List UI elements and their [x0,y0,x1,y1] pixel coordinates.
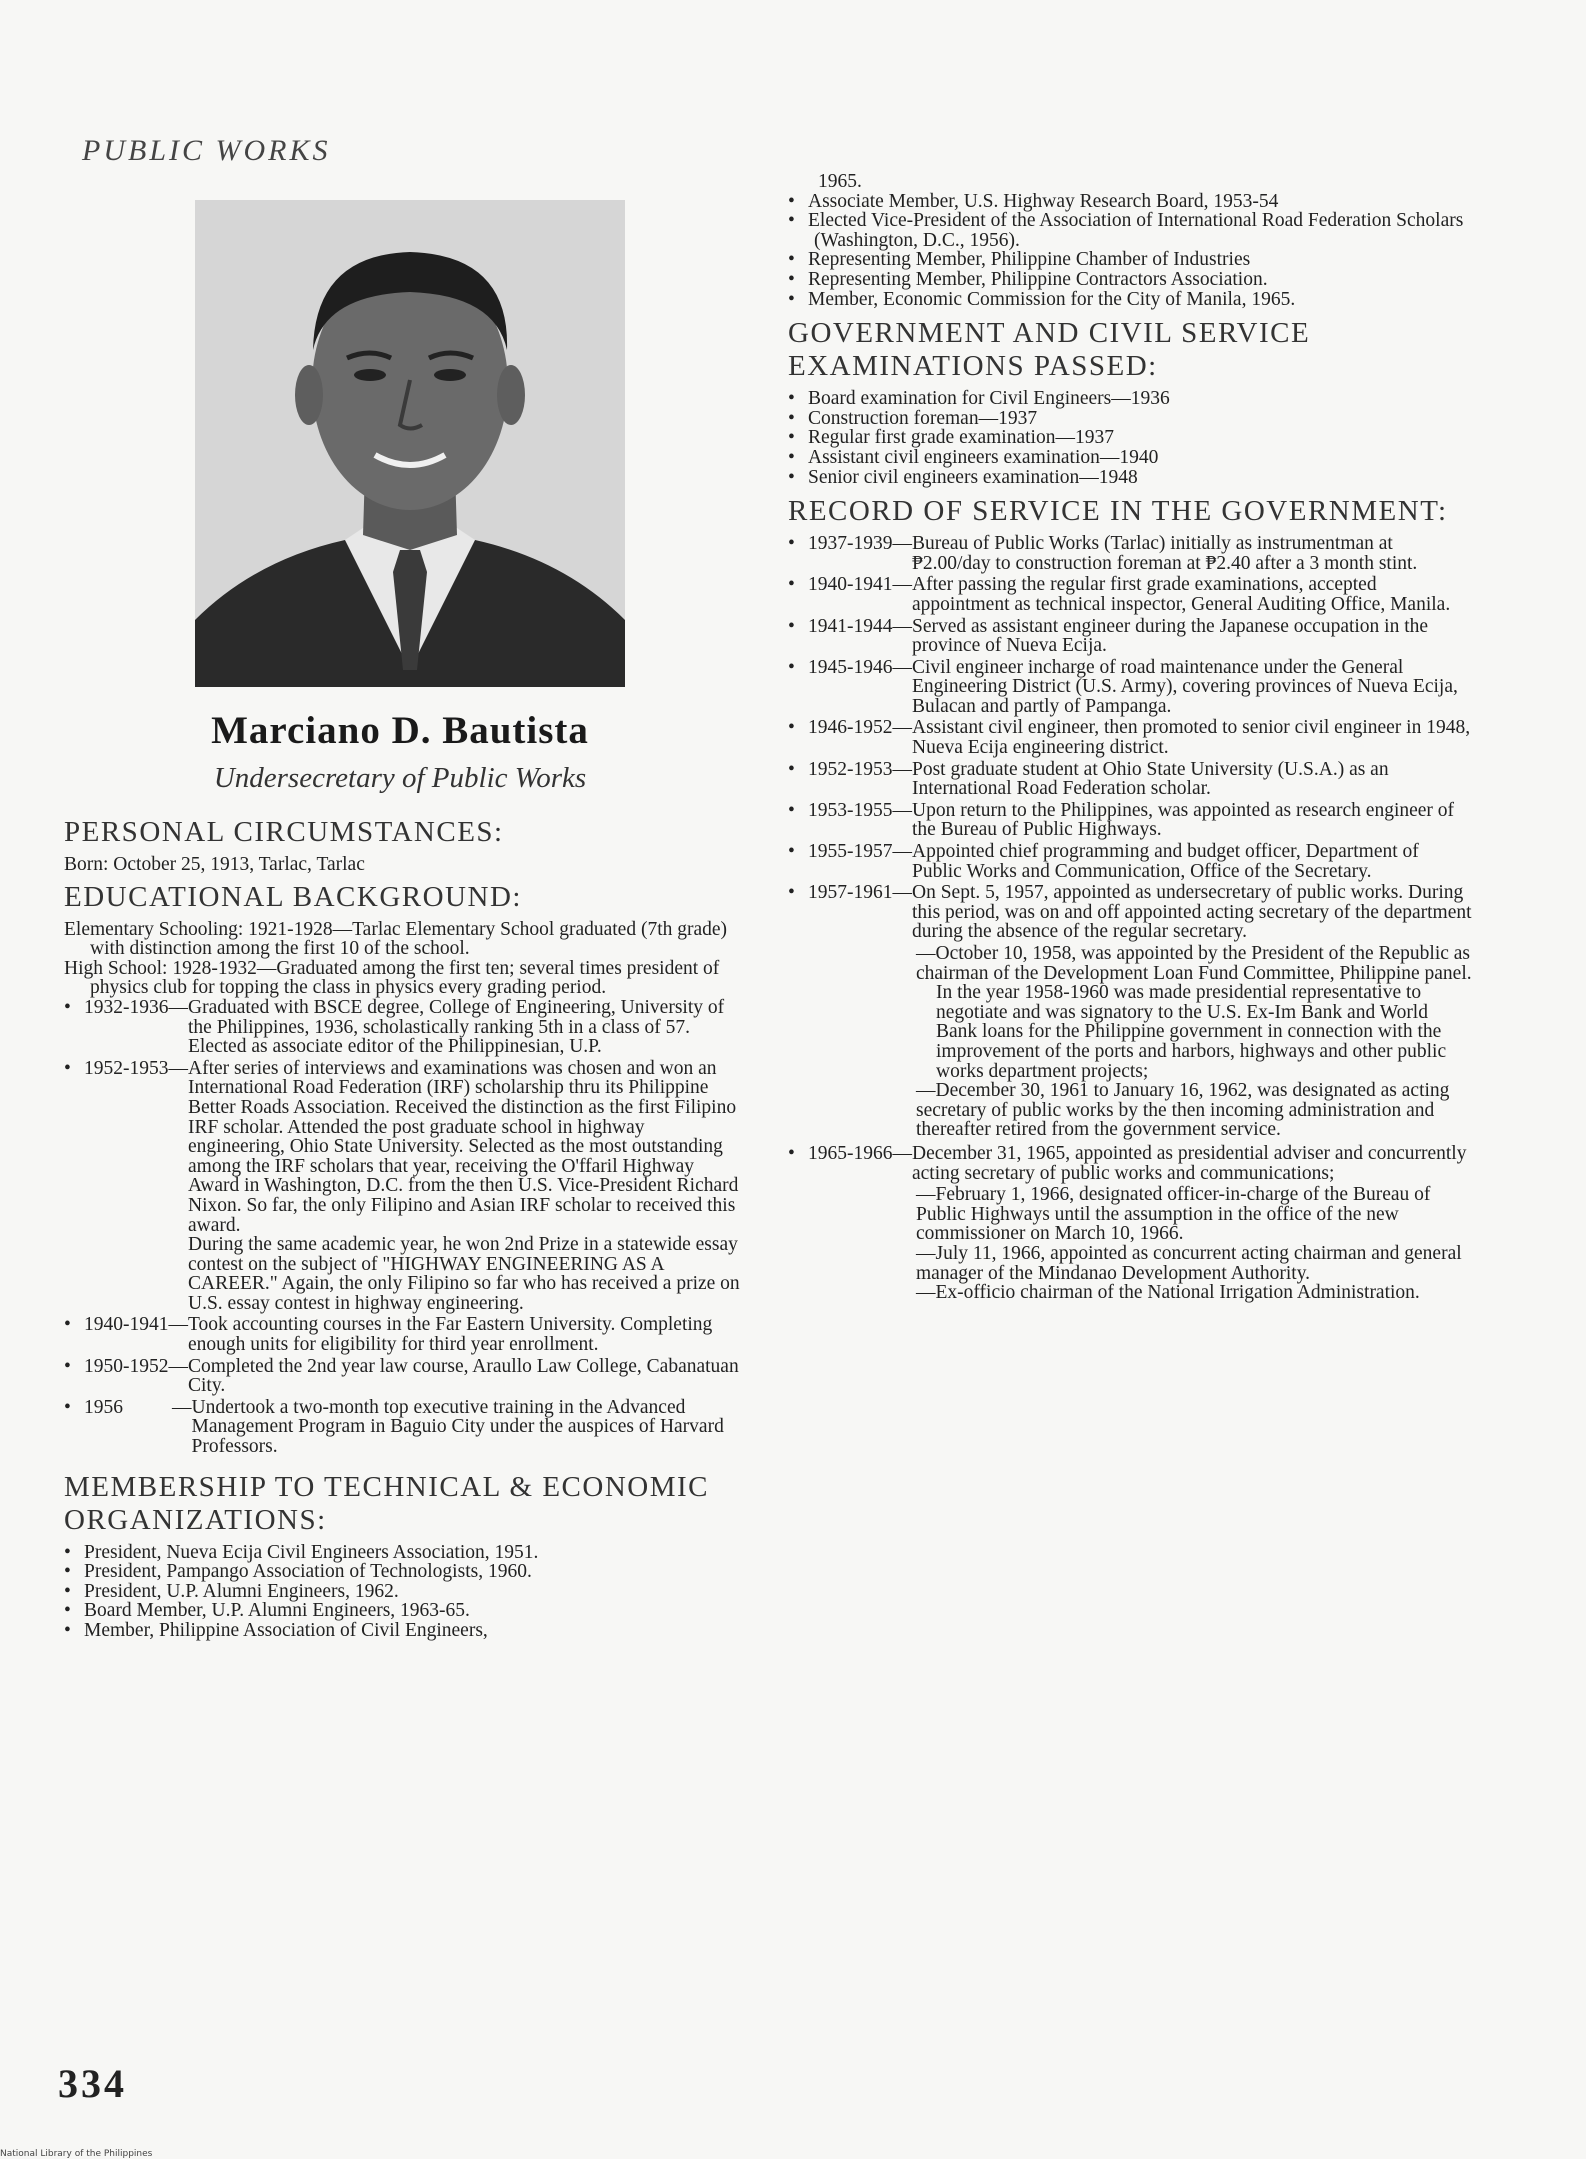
high-school-text: High School: 1928-1932—Graduated among the first ten; several times president of physics club for topping the class in physics every grading period. [64,957,720,999]
edu-item: • 1956 — Undertook a two-month top executive training in the Advanced Management Program in Baguio City under the auspices of Harvard Professors. [64,1398,744,1457]
page-number: 334 [58,2061,127,2106]
service-item: • 1937-1939 — Bureau of Public Works (Tarlac) initially as instrumentman at ₱2.00/day to construction foreman at ₱2.40 after a 3 month stint. [788,533,1418,574]
membership-heading: MEMBERSHIP TO TECHNICAL & ECONOMIC ORGANIZATIONS: [64,1470,710,1536]
born-line: Born: October 25, 1913, Tarlac, Tarlac [64,854,365,875]
edu-extra-text: During the same academic year, he won 2nd Prize in a statewide essay contest on the subject of "HIGHWAY ENGINEERING AS A CAREER." Again, the only Filipino so far who has received a prize on U.S. essay contest in highway engineering. [188,1234,740,1314]
elementary-text: Elementary Schooling: 1921-1928—Tarlac Elementary School graduated (7th grade) with distinction among the first 10 of the school. [64,918,728,960]
exam-item: • Assistant civil engineers examination—1940 [788,446,1159,468]
education-heading: EDUCATIONAL BACKGROUND: [64,880,522,913]
service-subitem: —February 1, 1966, designated officer-in-charge of the Bureau of Public Highways until the assumption in the office of the new commissioner on March 10, 1966. [916,1184,1431,1245]
exam-item: • Construction foreman—1937 [788,407,1038,429]
edu-item: • 1940-1941 — Took accounting courses in the Far Eastern University. Completing enough units for eligibility for third year enrollment. [64,1315,744,1354]
service-item: • 1946-1952 — Assistant civil engineer, then promoted to senior civil engineer in 1948, Nueva Ecija engineering district. [788,717,1471,759]
member-continuation: 1965. [818,171,862,192]
member-item: • Member, Economic Commission for the City of Manila, 1965. [788,288,1296,310]
right-column [788,172,1472,1303]
edu-years: 1950-1952 [84,1355,169,1377]
left-column [64,812,744,1641]
service-item: • 1952-1953 — Post graduate student at Ohio State University (U.S.A.) as an International Road Federation scholar. [788,758,1389,800]
running-head: PUBLIC WORKS [82,134,331,167]
member-item: • Associate Member, U.S. Highway Research Board, 1953-54 [788,190,1279,212]
service-item: • 1945-1946 — Civil engineer incharge of road maintenance under the General Engineering District (U.S. Army), covering provinces of Nueva Ecija, Bulacan and partly of Pampanga. [788,656,1458,717]
service-subitem: —Ex-officio chairman of the National Irrigation Administration. [916,1282,1420,1304]
edu-text: Took accounting courses in the Far Eastern University. Completing enough units for eligibility for third year enrollment. [188,1314,713,1356]
edu-item: • 1932-1936 — Graduated with BSCE degree, College of Engineering, University of the Philippines, 1936, scholastically ranking 5th in a class of 57. Elected as associate editor of the Philippinesian, U.P. [64,998,744,1057]
edu-years: 1932-1936 [84,996,169,1018]
service-item: • 1965-1966 — December 31, 1965, appointed as presidential adviser and concurrently acting secretary of public works and communications; [788,1142,1467,1184]
edu-text: After series of interviews and examinations was chosen and won an International Road Federation (IRF) scholarship thru its Philippine Better Roads Association. Received the distinction as the first Filipino IRF scholar. Attended the post graduate school in highway engineering, Ohio State University. Selected as the most outstanding among the IRF scholars that year, receiving the O'ffaril Highway Award in Washington, D.C. from the then U.S. Vice-President Richard Nixon. So far, the only Filipino and Asian IRF scholar to received this award. [188,1057,739,1236]
service-subitem: In the year 1958-1960 was made presidential representative to negotiate and was signatory to the U.S. Ex-Im Bank and World Bank loans for the Philippine government in connection with the improvement of the ports and harbors, highways and other public works department projects; [936,982,1447,1082]
edu-years: 1956 [84,1396,123,1418]
exam-item: • Regular first grade examination—1937 [788,427,1114,449]
member-item: • Representing Member, Philippine Contractors Association. [788,268,1268,290]
member-item: • Elected Vice-President of the Association of International Road Federation Scholars (Washington, D.C., 1956). [788,210,1464,251]
member-item: • President, Nueva Ecija Civil Engineers Association, 1951. [64,1541,539,1563]
exam-item: • Senior civil engineers examination—1948 [788,466,1138,488]
edu-item: • 1952-1953 — After series of interviews and examinations was chosen and won an International Road Federation (IRF) scholarship thru its Philippine Better Roads Association. Received the distinction as the first Filipino IRF scholar. Attended the post graduate school in highway engineering, Ohio State University. Selected as the most outstanding among the IRF scholars that year, receiving the O'ffaril Highway Award in Washington, D.C. from the then U.S. Vice-President Richard Nixon. So far, the only Filipino and Asian IRF scholar to received this award. During the same academic year, he won 2nd Prize in a statewide essay contest on the subject of "HIGHWAY ENGINEERING AS A CAREER." Again, the only Filipino so far who has received a prize on U.S. essay contest in highway engineering. [64,1059,744,1314]
edu-text: Undertook a two-month top executive training in the Advanced Management Program in Baguio City under the auspices of Harvard Professors. [191,1396,724,1458]
member-item: • President, U.P. Alumni Engineers, 1962. [64,1580,399,1602]
edu-years: 1940-1941 [84,1314,169,1336]
service-item: • 1940-1941 — After passing the regular first grade examinations, accepted appointment as technical inspector, General Auditing Office, Manila. [788,574,1451,615]
portrait-photo [195,200,625,687]
exam-item: • Board examination for Civil Engineers—1936 [788,388,1170,410]
person-title: Undersecretary of Public Works [213,762,587,794]
service-item: • 1955-1957 — Appointed chief programming and budget officer, Department of Public Works and Communication, Office of the Secretary. [788,841,1419,882]
service-subitem: —July 11, 1966, appointed as concurrent acting chairman and general manager of the Mindanao Development Authority. [916,1242,1462,1284]
edu-text: Graduated with BSCE degree, College of Engineering, University of the Philippines, 1936, scholastically ranking 5th in a class of 57. Elected as associate editor of the Philippinesian, U.P. [188,996,725,1058]
member-item: • Representing Member, Philippine Chamber of Industries [788,249,1251,271]
service-item: • 1941-1944 — Served as assistant engineer during the Japanese occupation in the province of Nueva Ecija. [788,615,1429,657]
service-subitem: —December 30, 1961 to January 16, 1962, was designated as acting secretary of public works by the then incoming administration and thereafter retired from the government service. [916,1080,1450,1141]
service-item: • 1953-1955 — Upon return to the Philippines, was appointed as research engineer of the Bureau of Public Highways. [788,799,1455,841]
exam-heading: GOVERNMENT AND CIVIL SERVICE EXAMINATIONS PASSED: [788,317,1311,383]
member-item: • Member, Philippine Association of Civil Engineers, [64,1620,488,1641]
edu-text: Completed the 2nd year law course, Araullo Law College, Cabanatuan City. [188,1355,739,1397]
member-item: • President, Pampango Association of Technologists, 1960. [64,1561,532,1583]
service-subitem: —October 10, 1958, was appointed by the President of the Republic as chairman of the Development Loan Fund Committee, Philippine panel. [916,943,1472,984]
personal-heading: PERSONAL CIRCUMSTANCES: [64,816,504,848]
edu-item: • 1950-1952 — Completed the 2nd year law course, Araullo Law College, Cabanatuan City. [64,1357,744,1396]
person-name: Marciano D. Bautista [211,709,589,752]
member-item: • Board Member, U.P. Alumni Engineers, 1963-65. [64,1600,470,1622]
edu-years: 1952-1953 [84,1057,169,1079]
footer-note: National Library of the Philippines [0,2149,153,2159]
service-item: • 1957-1961 — On Sept. 5, 1957, appointed as undersecretary of public works. During this period, was on and off appointed acting secretary of the department during the absence of the regular secretary. [788,882,1472,943]
service-heading: RECORD OF SERVICE IN THE GOVERNMENT: [788,495,1448,528]
